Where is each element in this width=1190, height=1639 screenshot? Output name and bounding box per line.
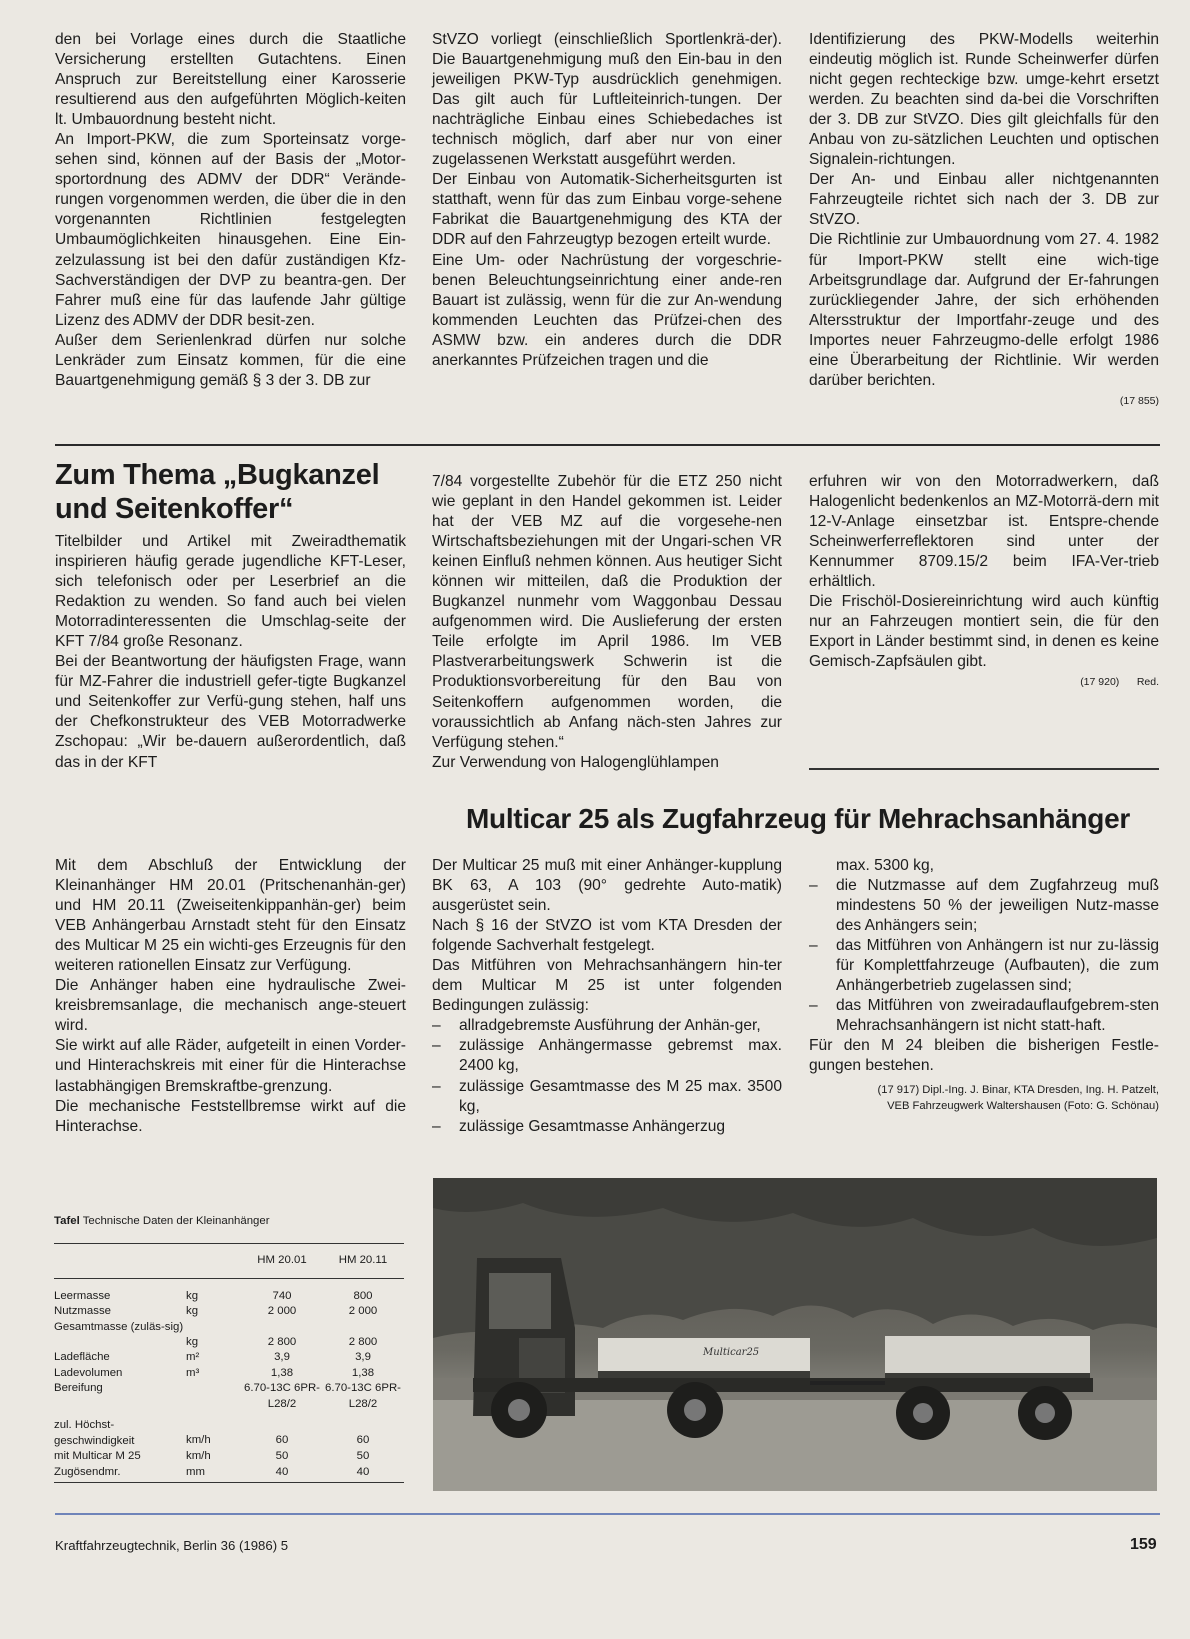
table-cell: mit Multicar M 25 <box>54 1450 141 1462</box>
table-row <box>54 1350 404 1366</box>
paragraph: Zur Verwendung von Halogenglühlampen <box>432 753 719 771</box>
table-row <box>54 1278 404 1304</box>
paragraph: den bei Vorlage eines durch die Staatliche Versicherung erstellten Gutachtens. Einen Anspruch zur Bereitstellung einer Karosserie resultierend aus den aufgeführten Möglich-keiten lt. Umbauordnung besteht nicht. <box>55 31 406 129</box>
table-cell: kg <box>186 1289 199 1302</box>
table-cell: 6.70-13C 6PR-L28/2 <box>244 1382 320 1410</box>
paragraph: Die Richtlinie zur Umbauordnung vom 27. 4. 1982 für Import-PKW stellt eine wich-tige Arbeitsgrundlage dar. Aufgrund der Er-fahrungen zurückliegender Jahre, der sich erhöhenden Altersstruktur der Importfahr-zeuge und des Importes neuer Fahrzeugmo-delle erfolgt 1986 eine Überarbeitung der Richtlinie. Wir werden darüber berichten. <box>809 231 1159 389</box>
list-item: – zulässige Anhängermasse gebremst max. 2400 kg, <box>432 1036 782 1076</box>
list-item: – das Mitführen von zweiradauflaufgebrem-sten Mehrachsanhängern ist nicht statt-haft. <box>809 996 1159 1036</box>
paragraph: max. 5300 kg, <box>836 857 934 874</box>
table-cell: Gesamtmasse (zuläs-sig) <box>54 1320 184 1333</box>
list-item: – allradgebremste Ausführung der Anhän-ger, <box>432 1016 782 1036</box>
table-title-label: Tafel <box>54 1215 80 1227</box>
photo-illustration <box>433 1178 1157 1491</box>
table-cell: 2 800 <box>267 1335 297 1348</box>
headline-line: Zum Thema „Bugkanzel <box>55 459 380 491</box>
paragraph: An Import-PKW, die zum Sporteinsatz vorge-sehen sind, können auf der Basis der „Motor-sportordnung des ADMV der DDR“ Verände-rungen vorgenommen werden, die über die in den vorgenannten Richtlinien festgelegten Umbaumöglichkeiten hinausgehen. Eine Ein-zelzulassung ist bei den dafür zuständigen Kfz-Sachverständigen der DVP zu beantra-gen. Der Fahrer muß eine für das laufende Jahr gültige Lizenz des ADMV der DDR besit-zen. <box>55 131 406 329</box>
credits-line: (17 917) Dipl.-Ing. J. Binar, KTA Dresden, Ing. H. Patzelt, <box>877 1083 1159 1096</box>
table-cell: mm <box>186 1465 205 1478</box>
paragraph: erfuhren wir von den Motorradwerkern, daß Halogenlicht bedenkenlos an MZ-Motorrä-dern mit 12-V-Anlage einsetzbar ist. Entspre-chende Scheinwerferreflektoren sind unter der Kennummer 8709.15/2 beim IFA-Ver-trieb erhältlich. <box>809 473 1159 591</box>
table-row <box>54 1412 404 1449</box>
multicar-col1 <box>55 856 406 1137</box>
table-cell: m³ <box>186 1366 200 1379</box>
table-cell: 800 <box>353 1289 373 1302</box>
paragraph: Die mechanische Feststellbremse wirkt auf die Hinterachse. <box>55 1097 406 1135</box>
bugkanzel-col2 <box>432 472 782 773</box>
table-cell: 60 <box>356 1434 370 1446</box>
multicar-headline: Multicar 25 als Zugfahrzeug für Mehrachsanhänger <box>466 803 1130 834</box>
table-cell: 50 <box>356 1450 370 1462</box>
conditions-list <box>432 1016 782 1136</box>
paragraph: Der Einbau von Automatik-Sicherheitsgurten ist statthaft, wenn für das zum Einbau vorge-sehene Fabrikat die Bauartgenehmigung des KTA der DDR auf den Fahrzeugtyp bezogen erteilt wurde. <box>432 171 782 249</box>
table-cell: Nutzmasse <box>54 1305 111 1317</box>
table-row <box>54 1381 404 1412</box>
ref-number: (17 920) <box>1080 676 1120 689</box>
table-cell: 2 000 <box>348 1305 378 1317</box>
top-article-col2 <box>432 30 782 371</box>
paragraph: Bei der Beantwortung der häufigsten Frage, wann für MZ-Fahrer die industriell gefer-tigte Bugkanzel und Seitenkoffer zur Verfü-gung stehen, half uns der Chefkonstrukteur des VEB Motorradwerke Zschopau: „Wir be-dauern außerordentlich, daß das in der KFT <box>55 653 406 771</box>
article-reference: (17 855) <box>1119 394 1159 407</box>
page-number: 159 <box>1130 1536 1157 1553</box>
tech-data-table <box>54 1215 404 1483</box>
table-row <box>54 1320 404 1351</box>
paragraph: Das Mitführen von Mehrachsanhängern hin-ter dem Multicar M 25 ist unter folgenden Bedingungen zulässig: <box>432 957 782 1015</box>
table-cell: 2 000 <box>267 1305 297 1317</box>
table-header-cell: HM 20.01 <box>257 1254 307 1266</box>
paragraph: Die Anhänger haben eine hydraulische Zwei-kreisbremsanlage, die mechanisch ange-steuert wird. <box>55 977 406 1035</box>
article-reference <box>809 675 1159 689</box>
headline-line: und Seitenkoffer“ <box>55 493 294 525</box>
paragraph: Titelbilder und Artikel mit Zweiradthematik inspirieren häufig gerade jugendliche KFT-Leser, sich telefonisch oder per Leserbrief an die Redaktion zu wenden. So fand auch bei vielen Motorradinteressenten die Umschlag-seite der KFT 7/84 große Resonanz. <box>55 533 406 651</box>
conditions-list <box>809 876 1159 1036</box>
bugkanzel-col1 <box>55 532 406 773</box>
truck-label: Multicar25 <box>703 1347 760 1358</box>
paragraph: Identifizierung des PKW-Modells weiterhin eindeutig möglich ist. Runde Scheinwerfer dürfen nicht gegen rechteckige bzw. umge-kehrt ersetzt werden. Zu beachten sind da-bei die Vorschriften der 3. DB zur StVZO. Dies gilt gleichfalls für den Anbau von zu-sätzlichen Leuchten und optischen Signalein-richtungen. <box>809 31 1159 169</box>
multicar-col3 <box>809 856 1159 1114</box>
table-cell: kg <box>186 1305 199 1317</box>
multicar-col2 <box>432 856 782 1137</box>
table-cell: 40 <box>356 1465 370 1478</box>
table-cell: 1,38 <box>351 1366 375 1379</box>
table <box>54 1243 404 1483</box>
paragraph: Mit dem Abschluß der Entwicklung der Kleinanhänger HM 20.01 (Pritschenanhän-ger) und HM 20.11 (Zweiseitenkippanhän-ger) beim VEB Anhängerbau Arnstadt steht für den Einsatz des Multicar M 25 ein wichti-ges Erzeugnis für den weiteren rationellen Einsatz zur Verfügung. <box>55 857 406 975</box>
table-cell: Bereifung <box>54 1382 103 1394</box>
bugkanzel-col3 <box>809 472 1159 689</box>
table-header-cell: HM 20.11 <box>338 1254 388 1266</box>
list-item: – zulässige Gesamtmasse des M 25 max. 3500 kg, <box>432 1077 782 1117</box>
table-cell: 2 800 <box>348 1335 378 1348</box>
table-header-row <box>54 1244 404 1279</box>
paragraph: Eine Um- oder Nachrüstung der vorgeschrie-benen Beleuchtungseinrichtung einer ande-ren Bauart ist zulässig, wenn für die zur An-wendung kommenden Leuchten das Prüfzei-chen des ASMW bzw. ein anderes durch die DDR anerkanntes Prüfzeichen tragen und die <box>432 251 782 369</box>
table-row <box>54 1465 404 1483</box>
paragraph: Der An- und Einbau aller nichtgenannten Fahrzeugteile richtet sich nach der 3. DB zur StVZO. <box>809 171 1159 229</box>
paragraph: 7/84 vorgestellte Zubehör für die ETZ 250 nicht wie geplant in den Handel gekommen ist. Leider hat der VEB MZ auf die vorgesehe-nen Wirtschaftsbeziehungen mit der Ungari-schen VR keinen Einfluß nehmen können. Aus heutiger Sicht können wir mitteilen, daß die Produktion der Bugkanzel nunmehr vom Waggonbau Dessau aufgenommen wird. Die Auslieferung der ersten Teile erfolgte im April 1986. Im VEB Plastverarbeitungswerk Schwerin ist die Produktionsvorbereitung für den Bau von Seitenkoffern aufgenommen worden, die voraussichtlich ab Anfang näch-sten Jahres zur Verfügung stehen.“ <box>432 473 782 751</box>
article-credits <box>809 1082 1159 1114</box>
table-header-cell <box>186 1244 242 1279</box>
paragraph: Die Frischöl-Dosiereinrichtung wird auch künftig nur an Fahrzeugen montiert sein, die für den Export in Länder bestimmt sind, in denen es keine Gemisch-Zapfsäulen gibt. <box>809 593 1159 671</box>
table-cell: Leermasse <box>54 1289 111 1302</box>
table-cell: 50 <box>275 1450 289 1462</box>
table-row <box>54 1304 404 1320</box>
table-cell: km/h <box>186 1450 211 1462</box>
table-cell: 6.70-13C 6PR-L28/2 <box>325 1382 401 1410</box>
list-item: – zulässige Gesamtmasse Anhängerzug <box>432 1117 782 1137</box>
list-item: – die Nutzmasse auf dem Zugfahrzeug muß mindestens 50 % der jeweiligen Nutz-masse des Anhängers sein; <box>809 876 1159 936</box>
table-cell: 3,9 <box>274 1351 290 1363</box>
table-cell: Zugösendmr. <box>54 1465 121 1478</box>
paragraph: StVZO vorliegt (einschließlich Sportlenkrä-der). Die Bauartgenehmigung muß den Ein-bau in den jeweiligen PKW-Typ ausdrücklich genehmigen. Das gilt auch für Luftleiteinrich-tungen. Der nachträgliche Einbau eines Schiebedaches ist technisch möglich, darf aber nur von einer zugelassenen Werkstatt ausgeführt werden. <box>432 31 782 169</box>
table-row <box>54 1449 404 1465</box>
table-title-text: Technische Daten der Kleinanhänger <box>82 1215 270 1227</box>
paragraph: Außer dem Serienlenkrad dürfen nur solche Lenkräder zum Einsatz kommen, für die eine Bauartgenehmigung gemäß § 3 der 3. DB zur <box>55 331 406 389</box>
section-divider <box>809 768 1159 770</box>
credits-line: VEB Fahrzeugwerk Waltershausen (Foto: G. Schönau) <box>887 1099 1159 1112</box>
table-cell <box>186 1381 242 1412</box>
footer-rule <box>55 1513 1160 1515</box>
table-title <box>54 1215 404 1227</box>
table-cell: m² <box>186 1351 200 1363</box>
table-cell: km/h <box>186 1434 211 1446</box>
table-row <box>54 1366 404 1382</box>
paragraph: Nach § 16 der StVZO ist vom KTA Dresden der folgende Sachverhalt festgelegt. <box>432 917 782 955</box>
journal-citation: Kraftfahrzeugtechnik, Berlin 36 (1986) 5 <box>55 1538 289 1553</box>
top-article-col1 <box>55 30 406 391</box>
table-cell: kg <box>186 1335 199 1348</box>
paragraph: Für den M 24 bleiben die bisherigen Festle-gungen bestehen. <box>809 1037 1159 1075</box>
ref-red: Red. <box>1136 676 1159 689</box>
table-cell: Ladevolumen <box>54 1366 123 1379</box>
table-cell: 60 <box>275 1434 289 1446</box>
section-divider <box>55 444 1160 446</box>
list-item: – das Mitführen von Anhängern ist nur zu-lässig für Komplettfahrzeuge (Aufbauten), die zum Anhängerbetrieb zugelassen sind; <box>809 936 1159 996</box>
table-cell: 1,38 <box>270 1366 294 1379</box>
multicar-photo <box>433 1178 1157 1491</box>
table-header-cell <box>54 1244 186 1279</box>
paragraph: Der Multicar 25 muß mit einer Anhänger-kupplung BK 63, A 103 (90° gedrehte Auto-matik) ausgerüstet sein. <box>432 857 782 915</box>
table-cell: 40 <box>275 1465 289 1478</box>
table-cell: Ladefläche <box>54 1351 110 1363</box>
top-article-col3 <box>809 30 1159 408</box>
bugkanzel-headline <box>55 458 415 526</box>
table-cell: zul. Höchst-geschwindigkeit <box>54 1419 135 1447</box>
paragraph: Sie wirkt auf alle Räder, aufgeteilt in einen Vorder- und Hinterachskreis mit einer für die Hinterachse lastabhängigen Bremskraftbe-grenzung. <box>55 1037 406 1095</box>
table-cell: 3,9 <box>355 1351 371 1363</box>
table-cell: 740 <box>272 1289 292 1302</box>
